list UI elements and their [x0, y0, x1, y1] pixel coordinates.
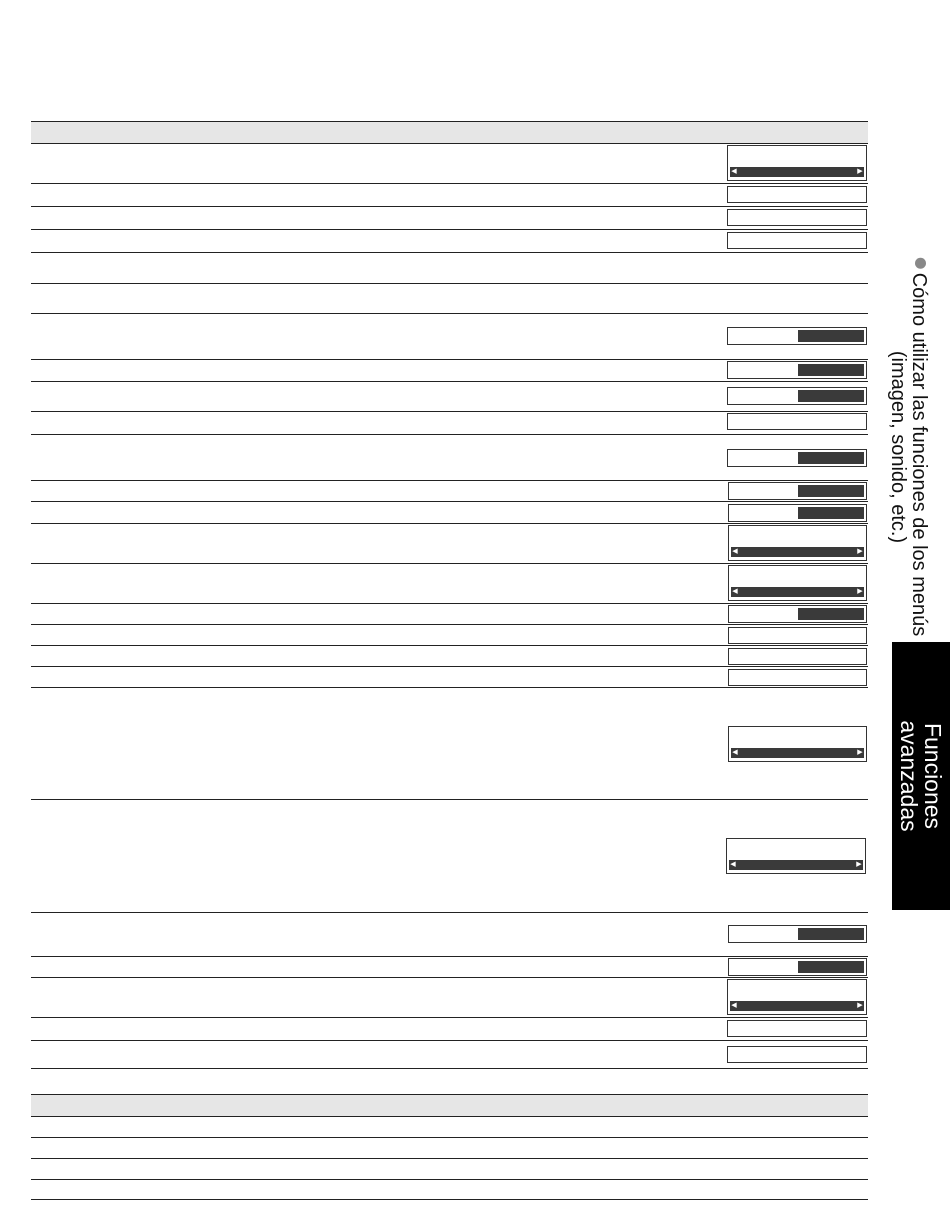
bullet-icon	[915, 258, 926, 269]
menu-slider-widget	[728, 482, 867, 500]
row-divider	[31, 523, 868, 524]
section-side-note	[887, 258, 929, 637]
row-divider	[31, 956, 868, 957]
row-divider	[31, 283, 868, 284]
side-tab-line1: Funciones	[920, 722, 946, 830]
menu-slider-widget	[727, 361, 867, 379]
side-tab-line2: avanzadas	[896, 720, 922, 832]
menu-item-box	[728, 627, 867, 644]
row-divider	[31, 206, 868, 207]
menu-selector-widget: ◀ ▶	[728, 565, 867, 601]
menu-item-box	[728, 669, 867, 686]
row-divider	[31, 229, 868, 230]
menu-slider-widget	[728, 605, 867, 623]
menu-slider-widget	[727, 327, 867, 345]
row-divider	[31, 977, 868, 978]
row-divider	[31, 1158, 868, 1159]
menu-selector-widget: ◀ ▶	[728, 726, 867, 762]
menu-item-box	[727, 1020, 867, 1037]
row-divider	[31, 501, 868, 502]
row-divider	[31, 252, 868, 253]
menu-selector-widget: ◀ ▶	[728, 525, 867, 561]
menu-item-box	[727, 209, 867, 226]
row-divider	[31, 183, 868, 184]
menu-item-box	[727, 413, 867, 430]
menu-item-box	[727, 232, 867, 249]
menu-slider-widget	[728, 925, 867, 943]
row-divider	[31, 687, 868, 688]
row-divider	[31, 1137, 868, 1138]
row-divider	[31, 313, 868, 314]
menu-selector-widget: ◀ ▶	[726, 838, 866, 874]
side-note-line1: Cómo utilizar las funciones de los menús	[908, 272, 930, 637]
menu-slider-widget	[728, 504, 867, 522]
row-divider	[31, 624, 868, 625]
row-divider	[31, 411, 868, 412]
row-divider	[31, 666, 868, 667]
row-divider	[31, 1179, 868, 1180]
menu-selector-widget: ◀ ▶	[727, 979, 867, 1015]
row-divider	[31, 1017, 868, 1018]
menu-item-box	[728, 648, 867, 665]
chapter-side-tab	[892, 642, 950, 910]
row-divider	[31, 359, 868, 360]
row-divider	[31, 480, 868, 481]
menu-selector-widget: ◀ ▶	[727, 145, 867, 181]
row-divider	[31, 434, 868, 435]
row-divider	[31, 1068, 868, 1069]
row-divider	[31, 381, 868, 382]
table-header-band	[31, 121, 868, 144]
row-divider	[31, 645, 868, 646]
row-divider	[31, 1199, 868, 1200]
chapter-side-tab-label	[897, 720, 945, 831]
menu-slider-widget	[727, 387, 867, 405]
row-divider	[31, 603, 868, 604]
menu-slider-widget	[728, 958, 867, 976]
side-note-line2: (imagen, sonido, etc.)	[887, 350, 909, 544]
table-header-band	[31, 1094, 868, 1117]
menu-item-box	[727, 1046, 867, 1063]
row-divider	[31, 1040, 868, 1041]
row-divider	[31, 563, 868, 564]
menu-item-box	[727, 186, 867, 203]
menu-slider-widget	[727, 449, 867, 467]
row-divider	[31, 912, 868, 913]
row-divider	[31, 799, 868, 800]
